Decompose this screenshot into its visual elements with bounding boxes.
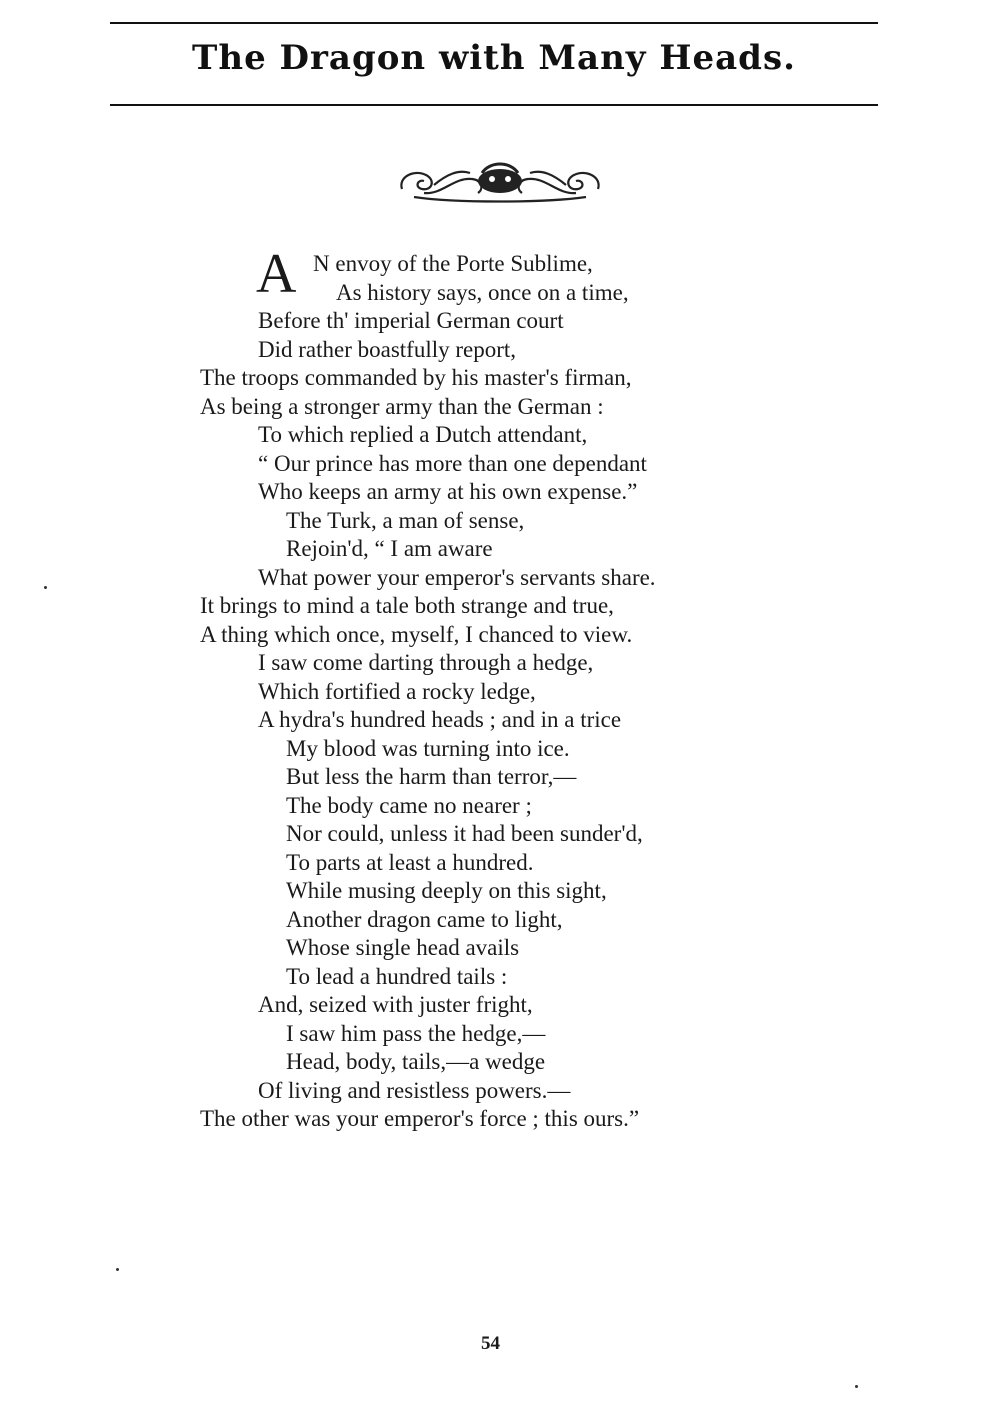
- poem-line: Who keeps an army at his own expense.”: [258, 479, 638, 504]
- top-rule: [110, 22, 878, 24]
- print-speck: [44, 586, 47, 589]
- poem-line: As history says, once on a time,: [336, 280, 629, 305]
- poem-line: I saw come darting through a hedge,: [258, 650, 594, 675]
- poem-line: I saw him pass the hedge,—: [286, 1021, 546, 1046]
- page-number: 54: [481, 1333, 500, 1354]
- poem-line: To lead a hundred tails :: [286, 964, 508, 989]
- bottom-rule: [110, 104, 878, 106]
- poem-line: Of living and resistless powers.—: [258, 1078, 571, 1103]
- poem-line: The body came no nearer ;: [286, 793, 532, 818]
- poem-line: It brings to mind a tale both strange and true,: [200, 593, 614, 618]
- print-speck: [116, 1268, 119, 1271]
- poem-line: As being a stronger army than the German :: [200, 394, 604, 419]
- poem-line: Rejoin'd, “ I am aware: [286, 536, 493, 561]
- poem-line: Before th' imperial German court: [258, 308, 564, 333]
- poem-line: The other was your emperor's force ; this ours.”: [200, 1106, 640, 1131]
- poem-line: To parts at least a hundred.: [286, 850, 534, 875]
- scroll-ornament-icon: [394, 155, 606, 205]
- page-title: The Dragon with Many Heads.: [192, 38, 796, 78]
- poem-line: Did rather boastfully report,: [258, 337, 517, 362]
- poem-line: N envoy of the Porte Sublime,: [313, 251, 593, 276]
- poem-line: My blood was turning into ice.: [286, 736, 570, 761]
- poem-line: The troops commanded by his master's firman,: [200, 365, 632, 390]
- poem-line: The Turk, a man of sense,: [286, 508, 525, 533]
- poem-line: But less the harm than terror,—: [286, 764, 577, 789]
- poem-line: Nor could, unless it had been sunder'd,: [286, 821, 643, 846]
- drop-cap: A: [256, 243, 297, 305]
- poem-line: Whose single head avails: [286, 935, 520, 960]
- poem-line: Head, body, tails,—a wedge: [286, 1049, 546, 1074]
- poem-line: A thing which once, myself, I chanced to view.: [200, 622, 633, 647]
- poem-line: And, seized with juster fright,: [258, 992, 533, 1017]
- poem-line: To which replied a Dutch attendant,: [258, 422, 588, 447]
- poem-line: What power your emperor's servants share.: [258, 565, 656, 590]
- poem-line: A hydra's hundred heads ; and in a trice: [258, 707, 622, 732]
- poem-line: Which fortified a rocky ledge,: [258, 679, 536, 704]
- poem-line: Another dragon came to light,: [286, 907, 563, 932]
- poem-line: “ Our prince has more than one dependant: [258, 451, 647, 476]
- print-speck: [855, 1385, 858, 1388]
- poem-line: While musing deeply on this sight,: [286, 878, 607, 903]
